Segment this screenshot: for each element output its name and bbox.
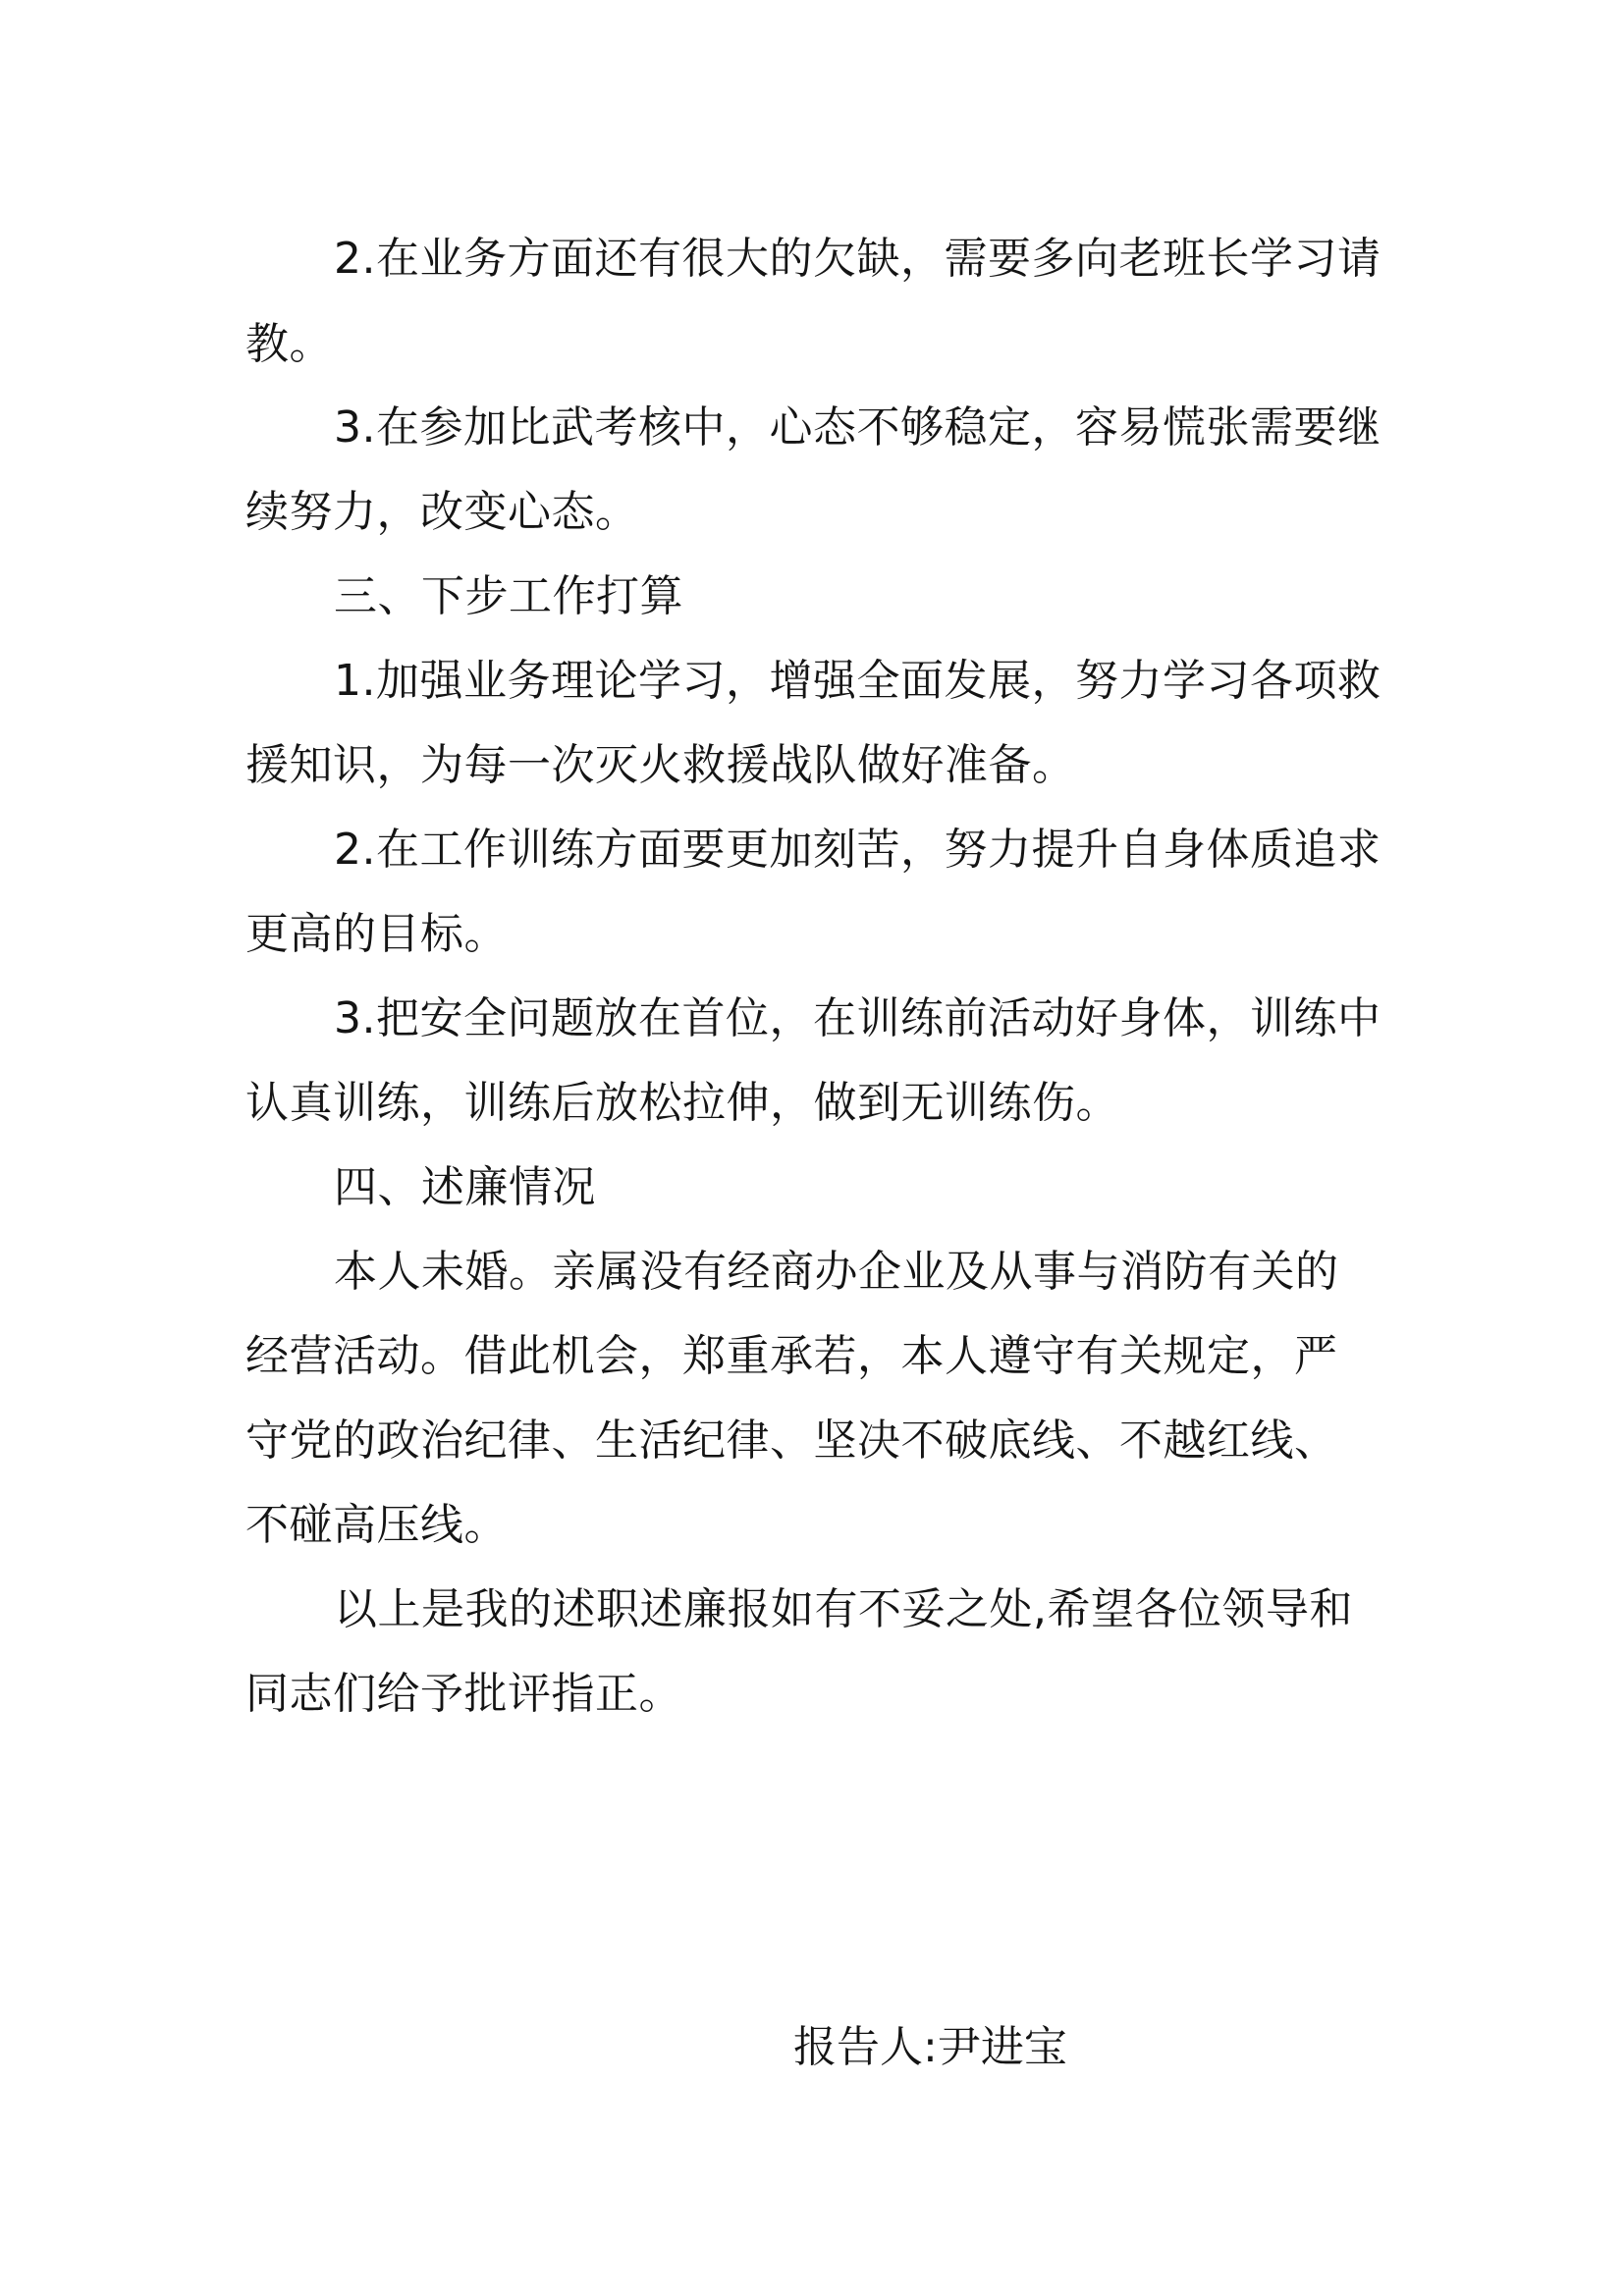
paragraph-line: 3.把安全问题放在首位，在训练前活动好身体，训练中 (334, 993, 1381, 1043)
paragraph-line: 1.加强业务理论学习，增强全面发展，努力学习各项救 (334, 656, 1381, 706)
paragraph-line: 更高的目标。 (245, 909, 508, 959)
paragraph-line: 认真训练，训练后放松拉伸，做到无训练伤。 (245, 1078, 1119, 1128)
paragraph-line: 3.在参加比武考核中，心态不够稳定，容易慌张需要继 (334, 402, 1381, 453)
paragraph-line: 2.在业务方面还有很大的欠缺，需要多向老班长学习请 (334, 234, 1381, 284)
paragraph-line: 援知识，为每一次灭火救援战队做好准备。 (245, 740, 1076, 790)
paragraph-line: 2.在工作训练方面要更加刻苦，努力提升自身体质追求 (334, 825, 1381, 875)
signature: 报告人:尹进宝 (793, 2022, 1067, 2072)
paragraph-line: 教。 (245, 319, 333, 369)
paragraph-line: 守党的政治纪律、生活纪律、坚决不破底线、不越红线、 (245, 1415, 1338, 1466)
paragraph-line: 本人未婚。亲属没有经商办企业及从事与消防有关的 (334, 1247, 1339, 1297)
paragraph-line: 以上是我的述职述廉报如有不妥之处,希望各位领导和 (334, 1584, 1353, 1634)
paragraph-line: 不碰高压线。 (245, 1500, 508, 1550)
paragraph-line: 续努力，改变心态。 (245, 487, 639, 537)
paragraph-line: 经营活动。借此机会，郑重承若，本人遵守有关规定，严 (245, 1331, 1338, 1381)
section-heading: 四、述廉情况 (334, 1162, 596, 1212)
section-heading: 三、下步工作打算 (334, 571, 683, 621)
paragraph-line: 同志们给予批评指正。 (245, 1669, 682, 1719)
